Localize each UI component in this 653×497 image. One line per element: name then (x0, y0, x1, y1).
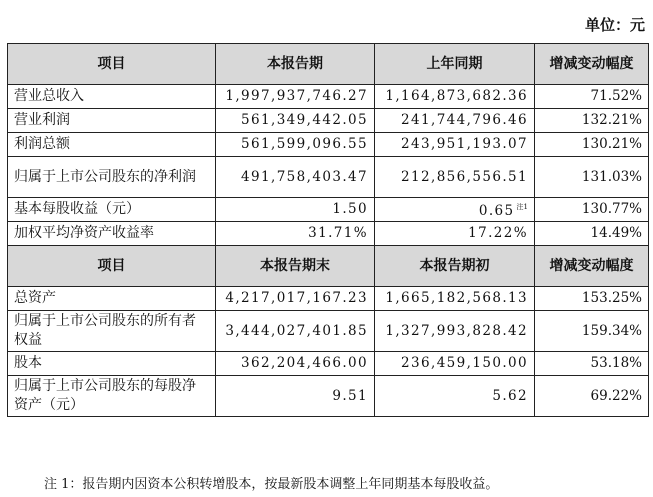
row-label: 加权平均净资产收益率 (8, 222, 216, 246)
current-value: 4,217,017,167.23 (216, 287, 375, 311)
row-label: 归属于上市公司股东的每股净资产（元） (8, 376, 216, 417)
change-value: 69.22% (535, 376, 649, 417)
row-label: 基本每股收益（元） (8, 198, 216, 222)
change-value: 159.34% (535, 311, 649, 352)
footnote-marker: 注1 (516, 203, 528, 211)
footnote: 注 1：报告期内因资本公积转增股本，按最新股本调整上年同期基本每股收益。 (44, 477, 499, 492)
current-value: 1,997,937,746.27 (216, 85, 375, 109)
prior-value: 1,164,873,682.36 (375, 85, 535, 109)
change-value: 53.18% (535, 352, 649, 376)
prior-value-text: 0.65 (478, 203, 515, 219)
header-change: 增减变动幅度 (535, 246, 649, 287)
row-label: 归属于上市公司股东的所有者权益 (8, 311, 216, 352)
table-row (8, 157, 649, 198)
prior-value: 236,459,150.00 (375, 352, 535, 376)
change-value: 71.52% (535, 85, 649, 109)
row-label: 营业总收入 (8, 85, 216, 109)
table-row (8, 85, 649, 109)
prior-value: 1,665,182,568.13 (375, 287, 535, 311)
change-value: 130.77% (535, 198, 649, 222)
table-row (8, 311, 649, 352)
row-label: 营业利润 (8, 109, 216, 133)
header-period-end: 本报告期末 (216, 246, 375, 287)
table-row (8, 376, 649, 417)
prior-value: 17.22% (375, 222, 535, 246)
section2-header-row (8, 246, 649, 287)
current-value: 3,444,027,401.85 (216, 311, 375, 352)
prior-value: 241,744,796.46 (375, 109, 535, 133)
change-value: 153.25% (535, 287, 649, 311)
prior-value: 5.62 (375, 376, 535, 417)
prior-value (375, 198, 535, 222)
table-row (8, 222, 649, 246)
current-value: 561,349,442.05 (216, 109, 375, 133)
table-row (8, 198, 649, 222)
table-row (8, 352, 649, 376)
current-value: 31.71% (216, 222, 375, 246)
unit-label: 单位：元 (584, 16, 645, 34)
row-label: 利润总额 (8, 133, 216, 157)
table-row (8, 287, 649, 311)
prior-value: 1,327,993,828.42 (375, 311, 535, 352)
change-value: 14.49% (535, 222, 649, 246)
change-value: 132.21% (535, 109, 649, 133)
table-row (8, 133, 649, 157)
prior-value: 243,951,193.07 (375, 133, 535, 157)
header-item: 项目 (8, 44, 216, 85)
table-row (8, 109, 649, 133)
row-label: 归属于上市公司股东的净利润 (8, 157, 216, 198)
prior-value: 212,856,556.51 (375, 157, 535, 198)
current-value: 1.50 (216, 198, 375, 222)
current-value: 491,758,403.47 (216, 157, 375, 198)
change-value: 130.21% (535, 133, 649, 157)
financial-summary-table (7, 43, 649, 417)
current-value: 9.51 (216, 376, 375, 417)
current-value: 362,204,466.00 (216, 352, 375, 376)
row-label: 股本 (8, 352, 216, 376)
row-label: 总资产 (8, 287, 216, 311)
header-prior-period: 上年同期 (375, 44, 535, 85)
header-period-start: 本报告期初 (375, 246, 535, 287)
header-item: 项目 (8, 246, 216, 287)
header-current-period: 本报告期 (216, 44, 375, 85)
change-value: 131.03% (535, 157, 649, 198)
section1-header-row (8, 44, 649, 85)
header-change: 增减变动幅度 (535, 44, 649, 85)
current-value: 561,599,096.55 (216, 133, 375, 157)
